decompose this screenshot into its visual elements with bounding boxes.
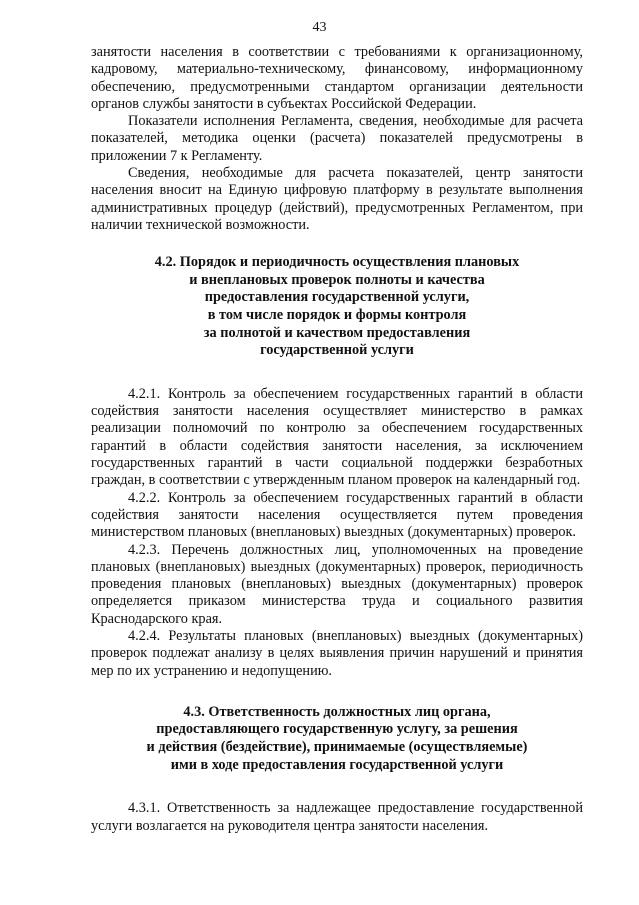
paragraph-4-2-3: 4.2.3. Перечень должностных лиц, уполномоченных на проведение плановых (внеплановых) выездных (документарных) проверок, периодичность проведения плановых (внеплановых) выездных (документарных) проверок определяется приказом министерства труда и социального развития Краснодарского края.: [91, 541, 583, 627]
paragraph: Показатели исполнения Регламента, сведения, необходимые для расчета показателей, методика оценки (расчета) показателей предусмотрены в приложении 7 к Регламенту.: [91, 113, 583, 164]
heading-line: ими в ходе предоставления государственной услуги: [170, 756, 504, 773]
paragraph-4-2-1: 4.2.1. Контроль за обеспечением государственных гарантий в области содействия занятости населения осуществляет министерство в рамках реализации полномочий по контролю за обеспечением государственных гарантий в области содействия занятости населения, за исключением государственных гарантий в части социальной поддержки безработных граждан, в соответствии с утвержденным планом проверок на календарный год.: [91, 385, 583, 489]
heading-line: и внеплановых проверок полноты и качества: [189, 271, 485, 288]
paragraph-continued: занятости населения в соответствии с требованиями к организационному, кадровому, материально-техническому, финансовому, информационному обеспечению, предусмотренными стандартом организации деятельности органов службы занятости в субъектах Российской Федерации.: [91, 44, 583, 112]
heading-line: в том числе порядок и формы контроля: [207, 307, 467, 324]
heading-line: государственной услуги: [260, 342, 414, 359]
paragraph-4-3-1: 4.3.1. Ответственность за надлежащее предоставление государственной услуги возлагается на руководителя центра занятости населения.: [91, 800, 583, 834]
section-heading-4-3: [91, 704, 583, 774]
paragraph-4-2-4: 4.2.4. Результаты плановых (внеплановых) выездных (документарных) проверок подлежат анализу в целях выявления причин нарушений и принятия мер по их устранению и недопущению.: [91, 627, 583, 679]
paragraph: Сведения, необходимые для расчета показателей, центр занятости населения вносит на Единую цифровую платформу в результате выполнения административных процедур (действий), предусмотренных Регламентом, при наличии технической возможности.: [91, 165, 583, 233]
section-heading-4-2: [91, 254, 583, 360]
heading-line: и действия (бездействие), принимаемые (осуществляемые): [146, 739, 528, 756]
heading-line: за полнотой и качеством предоставления: [203, 324, 471, 341]
page-content: [91, 44, 583, 835]
heading-line: 4.3. Ответственность должностных лиц органа,: [183, 703, 491, 720]
heading-line: 4.2. Порядок и периодичность осуществления плановых: [154, 254, 520, 271]
page-number: 43: [312, 20, 327, 35]
paragraph-4-2-2: 4.2.2. Контроль за обеспечением государственных гарантий в области содействия занятости населения осуществляется путем проведения министерством плановых (внеплановых) выездных (документарных) проверок.: [91, 489, 583, 541]
heading-line: предоставления государственной услуги,: [204, 289, 470, 306]
heading-line: предоставляющего государственную услугу, за решения: [156, 721, 518, 738]
